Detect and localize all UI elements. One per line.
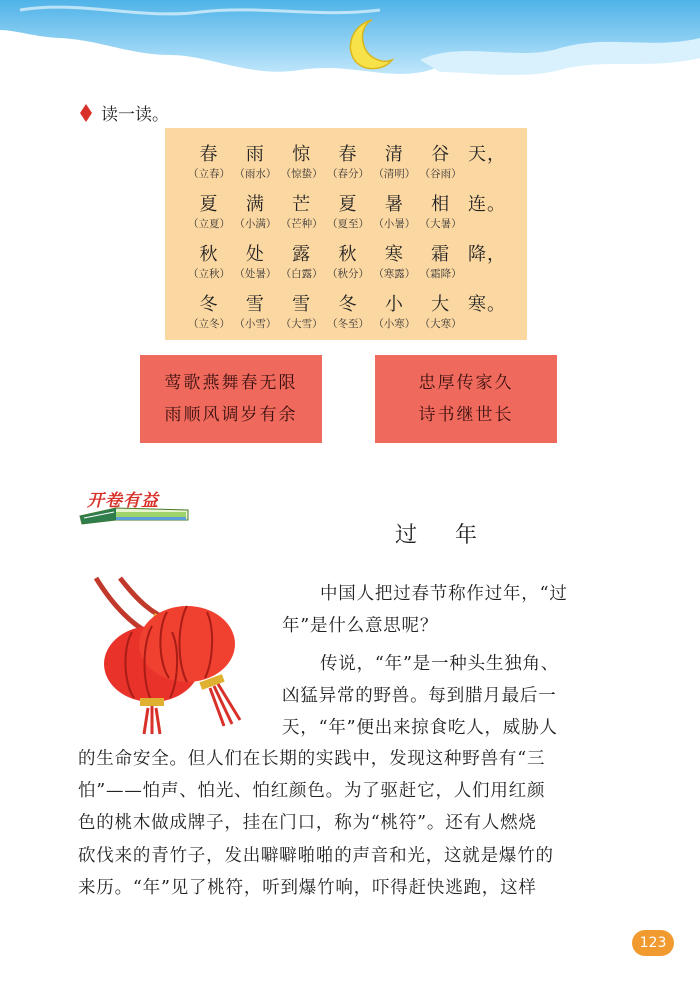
solar-term-line xyxy=(187,240,509,266)
solar-term-name: （雨水） xyxy=(234,168,277,180)
solar-term-char: 冬 xyxy=(199,294,219,315)
couplet-left-line: 莺歌燕舞春无限 xyxy=(164,373,298,393)
article-line: 年”是什么意思呢？ xyxy=(282,616,439,636)
article-line: 中国人把过春节称作过年，“过 xyxy=(320,584,568,604)
solar-term-char: 小 xyxy=(384,294,404,315)
solar-term-char: 暑 xyxy=(384,194,404,215)
page-number: 123 xyxy=(632,930,674,956)
solar-term-char: 芒 xyxy=(292,194,312,215)
solar-term-char: 雪 xyxy=(292,294,312,315)
solar-term-char: 春 xyxy=(199,144,219,165)
solar-term-char: 秋 xyxy=(199,244,219,265)
solar-term-name: （处暑） xyxy=(234,268,277,280)
solar-term-char: 天， xyxy=(467,144,506,165)
sky-banner xyxy=(0,0,700,100)
article-line: 的生命安全。但人们在长期的实践中，发现这种野兽有“三 xyxy=(78,749,546,769)
solar-term-names xyxy=(187,266,509,290)
solar-term-char: 处 xyxy=(245,244,265,265)
solar-term-name: （谷雨） xyxy=(419,168,462,180)
solar-term-char: 连。 xyxy=(467,194,506,215)
solar-term-name xyxy=(465,166,509,181)
solar-term-char: 清 xyxy=(384,144,404,165)
article-line: 砍伐来的青竹子，发出噼噼啪啪的声音和光，这就是爆竹的 xyxy=(78,846,554,866)
solar-term-char: 雪 xyxy=(245,294,265,315)
solar-term-char: 霜 xyxy=(431,244,451,265)
solar-term-name: （大雪） xyxy=(280,318,323,330)
solar-term-char: 大 xyxy=(431,294,451,315)
article-title: 过年 xyxy=(395,523,516,548)
couplet-right xyxy=(375,355,557,443)
solar-term-name: （小寒） xyxy=(373,318,416,330)
solar-term-name: （大暑） xyxy=(419,218,462,230)
solar-term-line xyxy=(187,290,509,316)
couplet-right-line: 忠厚传家久 xyxy=(418,373,514,393)
solar-term-name: （秋分） xyxy=(326,268,369,280)
solar-term-names xyxy=(187,316,509,340)
solar-term-name: （清明） xyxy=(373,168,416,180)
solar-term-name xyxy=(465,316,509,331)
solar-term-name: （芒种） xyxy=(280,218,323,230)
lantern-illustration xyxy=(92,574,252,740)
solar-terms-box xyxy=(165,128,527,340)
solar-term-name: （立秋） xyxy=(188,268,230,280)
article-line: 怕”——怕声、怕光、怕红颜色。为了驱赶它，人们用红颜 xyxy=(78,781,546,801)
solar-term-name: （立夏） xyxy=(188,218,230,230)
article-line: 色的桃木做成牌子，挂在门口，称为“桃符”。还有人燃烧 xyxy=(78,813,537,833)
solar-term-char: 满 xyxy=(245,194,265,215)
couplet-left-line: 雨顺风调岁有余 xyxy=(164,405,298,425)
solar-term-char: 春 xyxy=(338,144,358,165)
solar-term-name: （立冬） xyxy=(188,318,230,330)
solar-term-char: 冬 xyxy=(338,294,358,315)
couplet-left xyxy=(140,355,322,443)
solar-term-name: （大寒） xyxy=(419,318,462,330)
solar-term-name: （惊蛰） xyxy=(280,168,323,180)
section-heading xyxy=(80,100,169,125)
solar-term-name: （白露） xyxy=(280,268,323,280)
solar-term-name: （小暑） xyxy=(373,218,416,230)
article-line: 凶猛异常的野兽。每到腊月最后一 xyxy=(282,686,557,706)
solar-term-name: （夏至） xyxy=(326,218,369,230)
column-logo-text: 开卷有益 xyxy=(87,491,159,511)
article-line: 来历。“年”见了桃符，听到爆竹响，吓得赶快逃跑，这样 xyxy=(78,878,537,898)
solar-term-char: 秋 xyxy=(338,244,358,265)
solar-term-char: 夏 xyxy=(338,194,358,215)
solar-term-line xyxy=(187,140,509,166)
solar-term-char: 露 xyxy=(292,244,312,265)
solar-term-name: （小雪） xyxy=(234,318,277,330)
solar-term-char: 降， xyxy=(467,244,506,265)
solar-term-names xyxy=(187,216,509,240)
solar-term-char: 相 xyxy=(431,194,451,215)
solar-term-char: 寒 xyxy=(384,244,404,265)
solar-term-names xyxy=(187,166,509,190)
solar-term-name: （小满） xyxy=(234,218,277,230)
solar-term-name: （霜降） xyxy=(419,268,462,280)
solar-term-line xyxy=(187,190,509,216)
solar-term-char: 雨 xyxy=(245,144,265,165)
section-title: 读一读。 xyxy=(101,105,169,125)
solar-term-char: 夏 xyxy=(199,194,219,215)
solar-term-char: 惊 xyxy=(292,144,312,165)
solar-term-name xyxy=(465,216,509,231)
solar-term-name: （寒露） xyxy=(373,268,416,280)
solar-term-name: （春分） xyxy=(326,168,369,180)
solar-term-char: 寒。 xyxy=(467,294,506,315)
solar-term-char: 谷 xyxy=(431,144,451,165)
solar-term-name xyxy=(465,266,509,281)
solar-term-name: （立春） xyxy=(188,168,230,180)
article-line: 天，“年”便出来掠食吃人，威胁人 xyxy=(282,718,558,738)
article-line: 传说，“年”是一种头生独角、 xyxy=(320,654,560,674)
solar-term-name: （冬至） xyxy=(326,318,369,330)
red-diamond-icon xyxy=(80,104,92,122)
couplet-right-line: 诗书继世长 xyxy=(418,405,514,425)
